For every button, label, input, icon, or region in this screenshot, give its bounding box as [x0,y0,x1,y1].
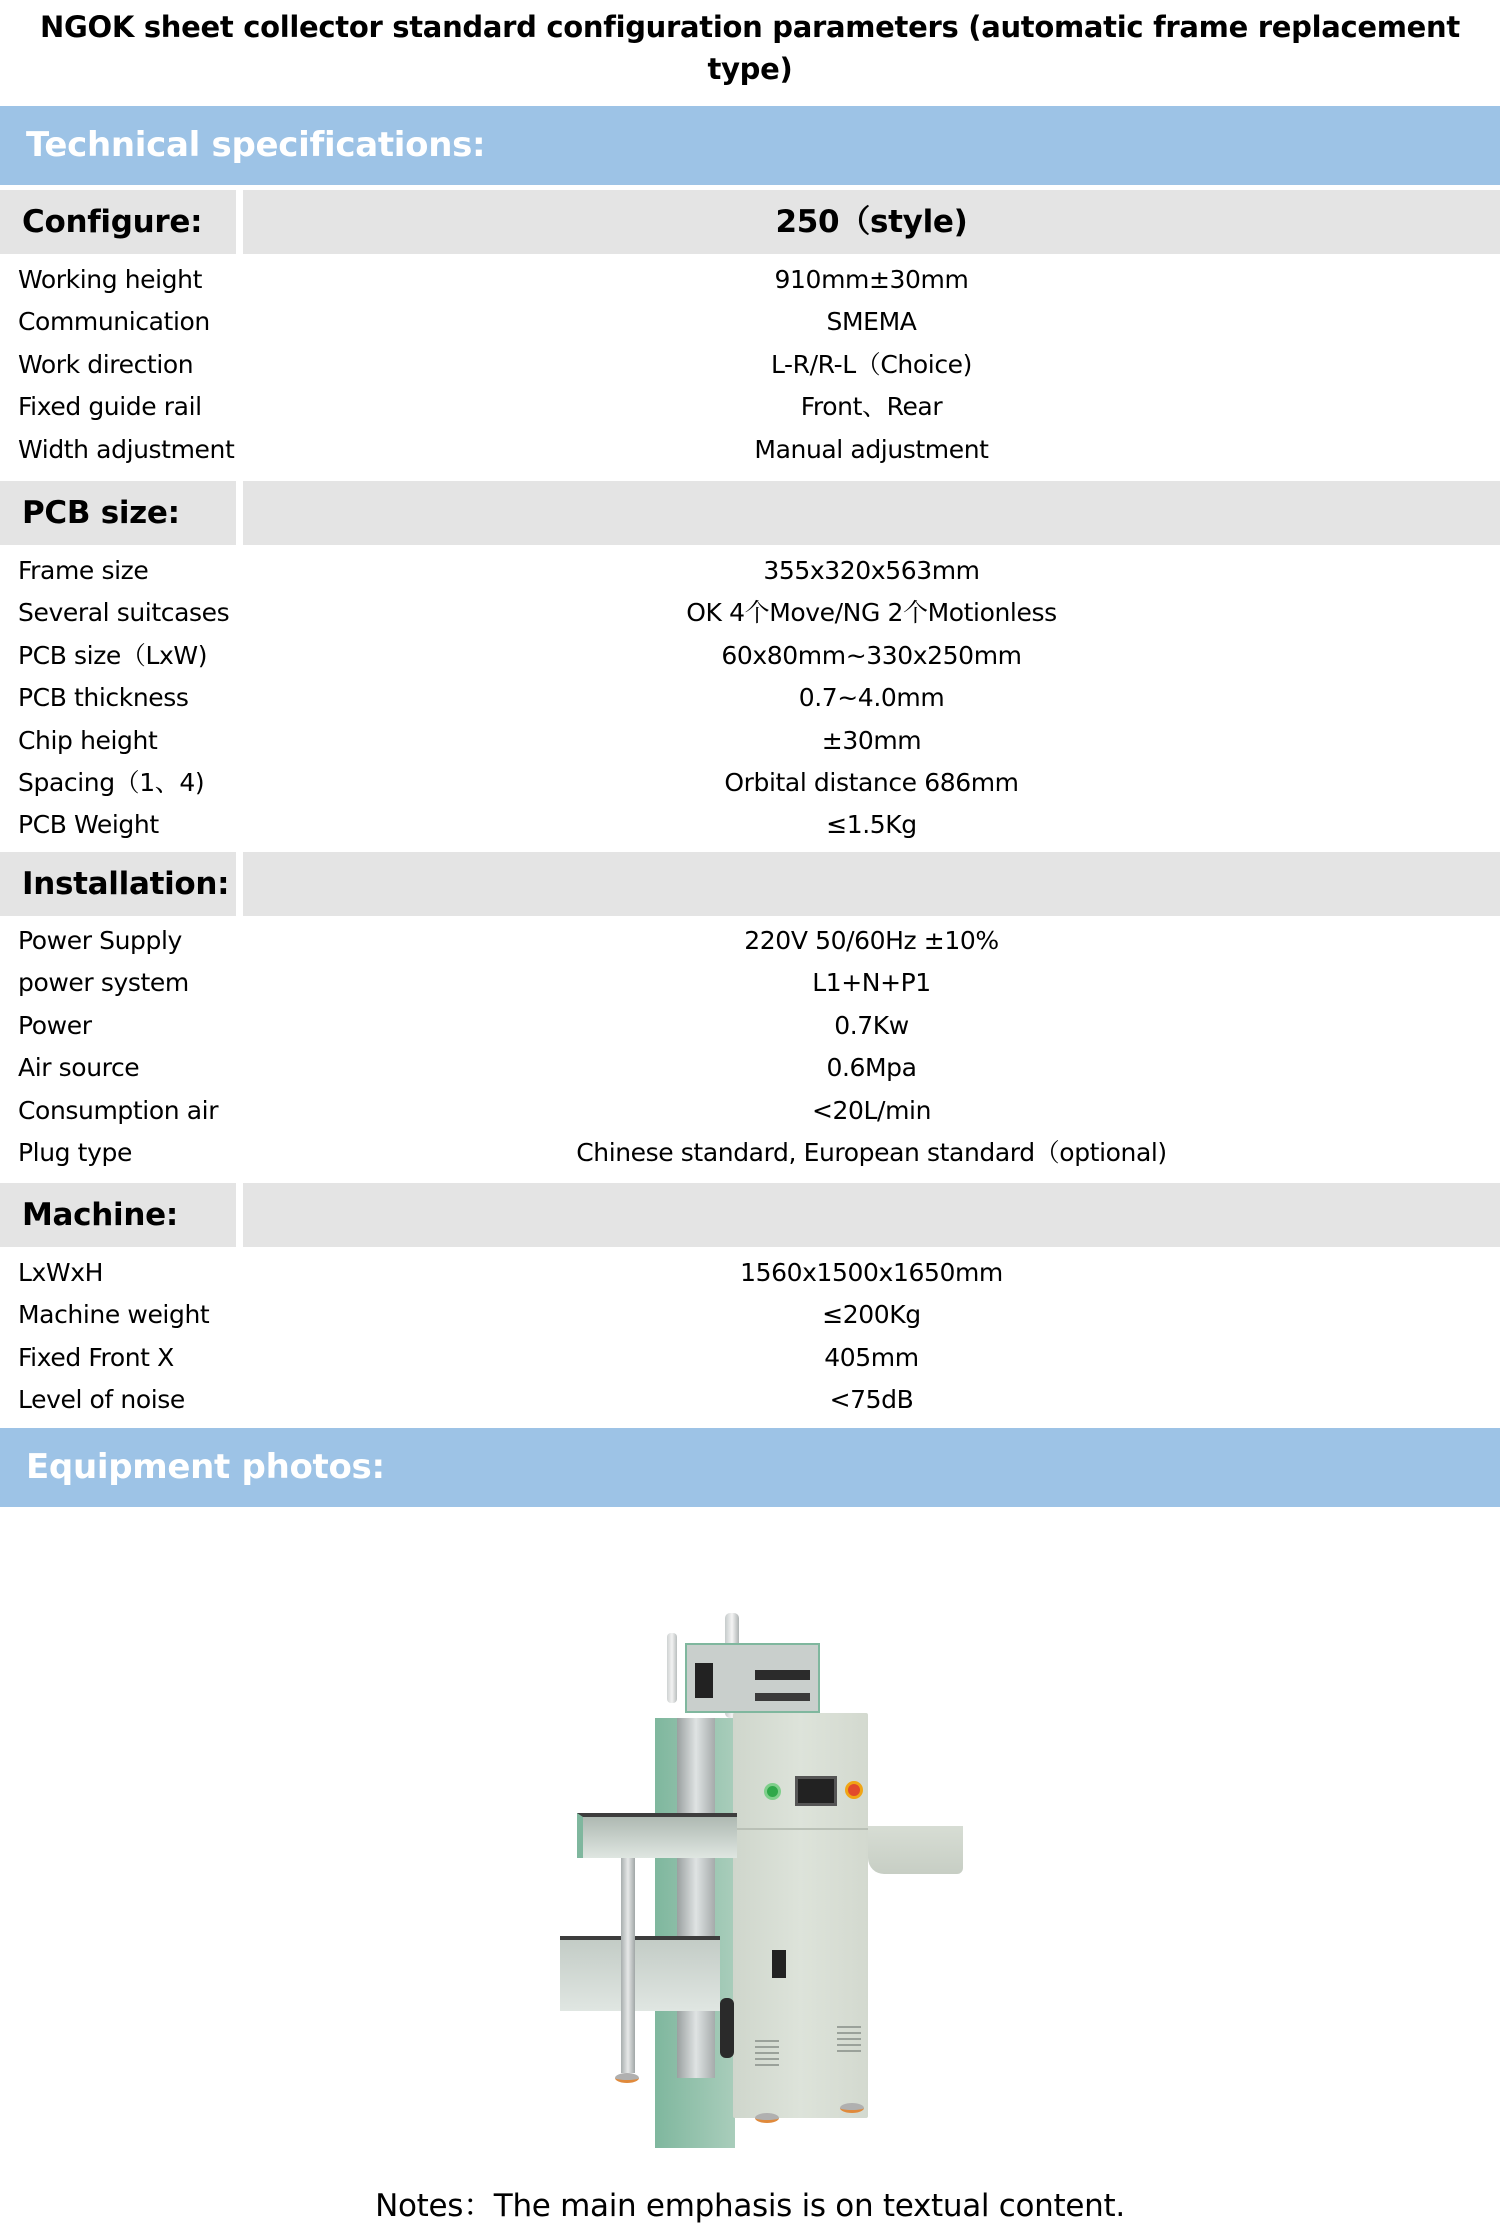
spec-key: Spacing（1、4) [18,767,205,797]
foot-back [840,2103,864,2113]
spec-key: PCB thickness [18,683,189,713]
pcb-size-section-row [0,481,1500,545]
machine-label: Machine: [0,1183,236,1247]
spec-value: 60x80mm~330x250mm [721,640,1022,670]
installation-section-row [0,852,1500,916]
equipment-photos-header: Equipment photos: [0,1428,1500,1507]
spec-value: <20L/min [811,1095,932,1125]
spec-row [0,1132,1500,1174]
front-leg [621,1858,635,2073]
spec-row [0,1047,1500,1089]
spec-key: Several suitcases [18,598,230,628]
spec-key: Chip height [18,725,158,755]
magazine-slot [755,1670,810,1680]
spec-row [0,259,1500,301]
spec-value: 0.7Kw [834,1010,909,1040]
spec-key: Width adjustment [18,434,235,464]
spec-key: Fixed guide rail [18,392,202,422]
main-cabinet [733,1713,868,2118]
vertical-rail [677,1718,715,2078]
lower-rack [560,1936,720,2011]
spec-key: Frame size [18,556,149,585]
spec-value: Front、Rear [800,392,943,422]
spec-row [0,635,1500,677]
configure-value: 250（style) [243,190,1500,254]
equipment-photo [555,1578,970,2123]
signal-tower-left [667,1633,677,1703]
spec-row [0,1337,1500,1379]
spec-row [0,762,1500,804]
start-button-icon [764,1783,781,1800]
spec-key: Power Supply [18,926,182,955]
notes-text: Notes：The main emphasis is on textual content. [375,2188,1125,2224]
spec-key: Fixed Front X [18,1342,174,1372]
spec-row [0,1005,1500,1047]
spec-row [0,1252,1500,1294]
spec-key: LxWxH [18,1258,104,1287]
configure-section-row [0,190,1500,254]
spec-value: OK 4个Move/NG 2个Motionless [686,598,1057,628]
spec-value: Chinese standard, European standard（optional) [576,1137,1167,1167]
machine-spec-list [0,1252,1500,1422]
motor [695,1663,713,1698]
spec-value: ≤1.5Kg [826,810,917,840]
spec-value: <75dB [829,1385,914,1415]
spec-key: Level of noise [18,1385,185,1415]
spec-key: Consumption air [18,1095,219,1125]
vent-left [755,2040,779,2068]
spec-value: ±30mm [821,725,922,755]
installation-value-cell [243,852,1500,916]
emergency-stop-icon [845,1781,863,1799]
door-lock [772,1950,786,1978]
touch-screen [795,1776,837,1806]
pcb-spec-list [0,550,1500,847]
spec-row [0,804,1500,846]
general-spec-list [0,259,1500,471]
spec-row [0,720,1500,762]
spec-row [0,920,1500,962]
spec-value: Orbital distance 686mm [724,767,1019,797]
pcb-size-value-cell [243,481,1500,545]
spec-value: 0.6Mpa [826,1053,917,1083]
spec-row [0,301,1500,343]
spec-value: SMEMA [826,307,917,337]
spec-value: 220V 50/60Hz ±10% [744,926,999,955]
spec-key: Work direction [18,349,194,379]
foot-right [755,2113,779,2123]
spec-key: Power [18,1010,92,1040]
spec-row [0,344,1500,386]
outlet-conveyor [868,1826,963,1874]
page-title: NGOK sheet collector standard configuration parameters (automatic frame replacement type) [40,10,1460,86]
cabinet-divider [733,1828,868,1830]
spec-value: Manual adjustment [754,434,989,464]
spec-row [0,1379,1500,1421]
spec-row [0,1090,1500,1132]
spec-value: ≤200Kg [822,1300,921,1330]
spec-value: 1560x1500x1650mm [740,1258,1003,1287]
machine-value-cell [243,1183,1500,1247]
spec-value: L-R/R-L（Choice) [770,349,973,379]
spec-row [0,592,1500,634]
spec-key: power system [18,968,189,998]
installation-spec-list [0,920,1500,1174]
magazine-slot [755,1693,810,1701]
spec-value: 405mm [824,1342,919,1372]
machine-section-row [0,1183,1500,1247]
spec-row [0,677,1500,719]
spec-value: 0.7~4.0mm [798,683,945,713]
spec-key: Machine weight [18,1300,210,1330]
upper-rack [577,1813,737,1858]
spec-key: PCB size（LxW) [18,640,208,670]
spec-key: Air source [18,1053,140,1083]
installation-label: Installation: [0,852,236,916]
vent-right [837,2026,861,2054]
cable-chain [720,1998,734,2058]
spec-key: Communication [18,307,210,337]
technical-specifications-header: Technical specifications: [0,106,1500,185]
spec-value: 910mm±30mm [774,265,969,294]
spec-value: 355x320x563mm [763,556,980,585]
spec-key: Plug type [18,1137,132,1167]
configure-label: Configure: [0,190,236,254]
foot-left [615,2073,639,2083]
pcb-size-label: PCB size: [0,481,236,545]
spec-row [0,386,1500,428]
spec-key: PCB Weight [18,810,159,840]
spec-row [0,962,1500,1004]
spec-row [0,550,1500,592]
spec-row [0,1294,1500,1336]
spec-row [0,429,1500,471]
spec-value: L1+N+P1 [812,968,931,998]
spec-key: Working height [18,265,202,294]
